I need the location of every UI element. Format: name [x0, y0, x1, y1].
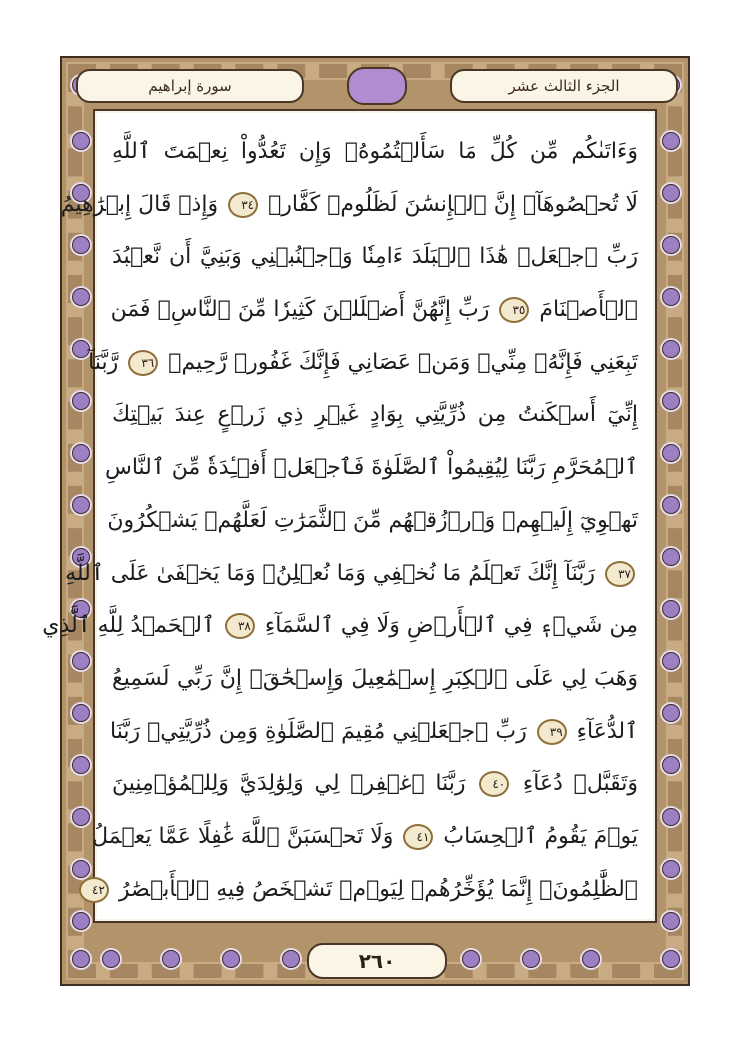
- flower-ornament-icon: [662, 444, 680, 462]
- verse-text: ٱلۡأَصۡنَامَ: [532, 297, 638, 323]
- surah-header: [76, 69, 304, 103]
- text-line: [112, 284, 638, 337]
- page-number-box: [307, 943, 447, 979]
- ayah-number-marker: ٤٠: [479, 771, 509, 797]
- flower-ornament-icon: [662, 548, 680, 566]
- verse-text: ٱلۡحَمۡدُ لِلَّهِ ٱلَّذِي: [42, 613, 222, 639]
- flower-ornament-icon: [662, 860, 680, 878]
- flower-ornament-icon: [462, 950, 480, 968]
- text-line: [112, 653, 638, 706]
- ayah-number-marker: ٣٩: [537, 719, 567, 745]
- page-number: ٢٦٠: [358, 949, 396, 973]
- ayah-number-marker: ٣٨: [225, 613, 255, 639]
- header-medallion: [347, 67, 407, 105]
- flower-ornament-icon: [102, 950, 120, 968]
- verse-text: رَبَّنَآ إِنَّكَ تَعۡلَمُ مَا نُخۡفِي وَمَا نُعۡلِنُۗ وَمَا يَخۡفَىٰ عَلَى ٱللَّهِ: [65, 560, 602, 586]
- ayah-number-marker: ٣٥: [499, 297, 529, 323]
- verse-text: رَبِّ ٱجۡعَلۡ هَٰذَا ٱلۡبَلَدَ ءَامِنٗا وَٱجۡنُبۡنِي وَبَنِيَّ أَن نَّعۡبُدَ: [112, 244, 638, 270]
- flower-ornament-icon: [72, 704, 90, 722]
- flower-ornament-icon: [662, 600, 680, 618]
- flower-ornament-icon: [662, 808, 680, 826]
- ayah-number-marker: ٣٦: [128, 350, 158, 376]
- text-line: [112, 231, 638, 284]
- verse-text: تَبِعَنِي فَإِنَّهُۥ مِنِّيۖ وَمَنۡ عَصَانِي فَإِنَّكَ غَفُورٞ رَّحِيمٞ: [161, 349, 638, 375]
- verse-text: وَإِذۡ قَالَ إِبۡرَٰهِيمُ: [60, 191, 226, 217]
- verse-text: إِنِّيٓ أَسۡكَنتُ مِن ذُرِّيَّتِي بِوَادٍ غَيۡرِ ذِي زَرۡعٍ عِندَ بَيۡتِكَ: [112, 402, 638, 428]
- flower-ornament-icon: [72, 392, 90, 410]
- flower-ornament-icon: [662, 950, 680, 968]
- verse-text: وَتَقَبَّلۡ دُعَآءِ: [512, 771, 638, 797]
- flower-ornament-icon: [662, 288, 680, 306]
- flower-ornament-icon: [662, 912, 680, 930]
- flower-ornament-icon: [662, 340, 680, 358]
- flower-ornament-icon: [72, 808, 90, 826]
- juz-title: الجزء الثالث عشر: [508, 77, 620, 95]
- verse-text: تَهۡوِيٓ إِلَيۡهِمۡ وَٱرۡزُقۡهُم مِّنَ ٱلثَّمَرَٰتِ لَعَلَّهُمۡ يَشۡكُرُونَ: [107, 507, 638, 533]
- flower-ornament-icon: [662, 652, 680, 670]
- verse-text: ٱلدُّعَآءِ: [569, 718, 638, 744]
- surah-title: سورة إبراهيم: [148, 77, 232, 95]
- verse-text: رَّبَّنَآ: [88, 349, 126, 375]
- flower-ornament-icon: [72, 496, 90, 514]
- flower-ornament-icon: [72, 652, 90, 670]
- flower-ornament-icon: [662, 132, 680, 150]
- verse-text: لَا تُحۡصُوهَآۗ إِنَّ ٱلۡإِنسَٰنَ لَظَلُومٞ كَفَّارٞ: [261, 191, 638, 217]
- verse-text: وَهَبَ لِي عَلَى ٱلۡكِبَرِ إِسۡمَٰعِيلَ وَإِسۡحَٰقَۚ إِنَّ رَبِّي لَسَمِيعُ: [112, 665, 638, 691]
- text-line: [107, 495, 638, 548]
- text-line: [112, 706, 638, 759]
- text-line: [42, 600, 638, 653]
- text-line: [112, 389, 638, 442]
- text-line: [60, 179, 638, 232]
- verse-text: مِن شَيۡءٖ فِي ٱلۡأَرۡضِ وَلَا فِي ٱلسَّمَآءِ: [257, 613, 638, 639]
- juz-header: [450, 69, 678, 103]
- flower-ornament-icon: [72, 950, 90, 968]
- flower-ornament-icon: [72, 236, 90, 254]
- flower-ornament-icon: [662, 704, 680, 722]
- text-line: [104, 442, 638, 495]
- verse-text: رَبِّ ٱجۡعَلۡنِي مُقِيمَ ٱلصَّلَوٰةِ وَمِن ذُرِّيَّتِيۚ رَبَّنَا: [110, 718, 534, 744]
- verse-text: يَوۡمَ يَقُومُ ٱلۡحِسَابُ: [436, 823, 638, 849]
- flower-ornament-icon: [662, 184, 680, 202]
- verse-text: رَبَّنَا ٱغۡفِرۡ لِي وَلِوَٰلِدَيَّ وَلِلۡمُؤۡمِنِينَ: [112, 771, 477, 797]
- flower-ornament-icon: [662, 392, 680, 410]
- text-line: [65, 548, 638, 601]
- flower-ornament-icon: [522, 950, 540, 968]
- flower-ornament-icon: [162, 950, 180, 968]
- text-line: [92, 811, 638, 864]
- flower-ornament-icon: [72, 756, 90, 774]
- ayah-number-marker: ٣٤: [228, 192, 258, 218]
- verse-text: رَبِّ إِنَّهُنَّ أَضۡلَلۡنَ كَثِيرٗا مِّنَ ٱلنَّاسِۖ فَمَن: [110, 297, 497, 323]
- flower-ornament-icon: [582, 950, 600, 968]
- verse-text: وَءَاتَىٰكُم مِّن كُلِّ مَا سَأَلۡتُمُوهُۚ وَإِن تَعُدُّواْ نِعۡمَتَ ٱللَّهِ: [112, 139, 638, 164]
- text-line: [88, 337, 638, 390]
- flower-ornament-icon: [282, 950, 300, 968]
- ayah-number-marker: ٤١: [403, 824, 433, 850]
- flower-ornament-icon: [72, 444, 90, 462]
- flower-ornament-icon: [662, 756, 680, 774]
- text-line: [112, 126, 638, 179]
- flower-ornament-icon: [222, 950, 240, 968]
- flower-ornament-icon: [662, 496, 680, 514]
- verse-text: وَلَا تَحۡسَبَنَّ ٱللَّهَ غَٰفِلًا عَمَّا يَعۡمَلُ: [92, 823, 401, 849]
- flower-ornament-icon: [662, 236, 680, 254]
- text-line: [112, 758, 638, 811]
- quran-text: [42, 126, 638, 916]
- ayah-number-marker: ٣٧: [605, 561, 635, 587]
- verse-text: ٱلۡمُحَرَّمِ رَبَّنَا لِيُقِيمُواْ ٱلصَّلَوٰةَ فَٱجۡعَلۡ أَفۡـِٔدَةٗ مِّنَ ٱلنَّاسِ: [104, 455, 638, 481]
- flower-ornament-icon: [72, 132, 90, 150]
- verse-text: ٱلظَّٰلِمُونَۚ إِنَّمَا يُؤَخِّرُهُمۡ لِيَوۡمٖ تَشۡخَصُ فِيهِ ٱلۡأَبۡصَٰرُ: [111, 876, 638, 902]
- text-line: [92, 864, 638, 917]
- flower-ornament-icon: [72, 288, 90, 306]
- ayah-number-marker: ٤٢: [79, 877, 109, 903]
